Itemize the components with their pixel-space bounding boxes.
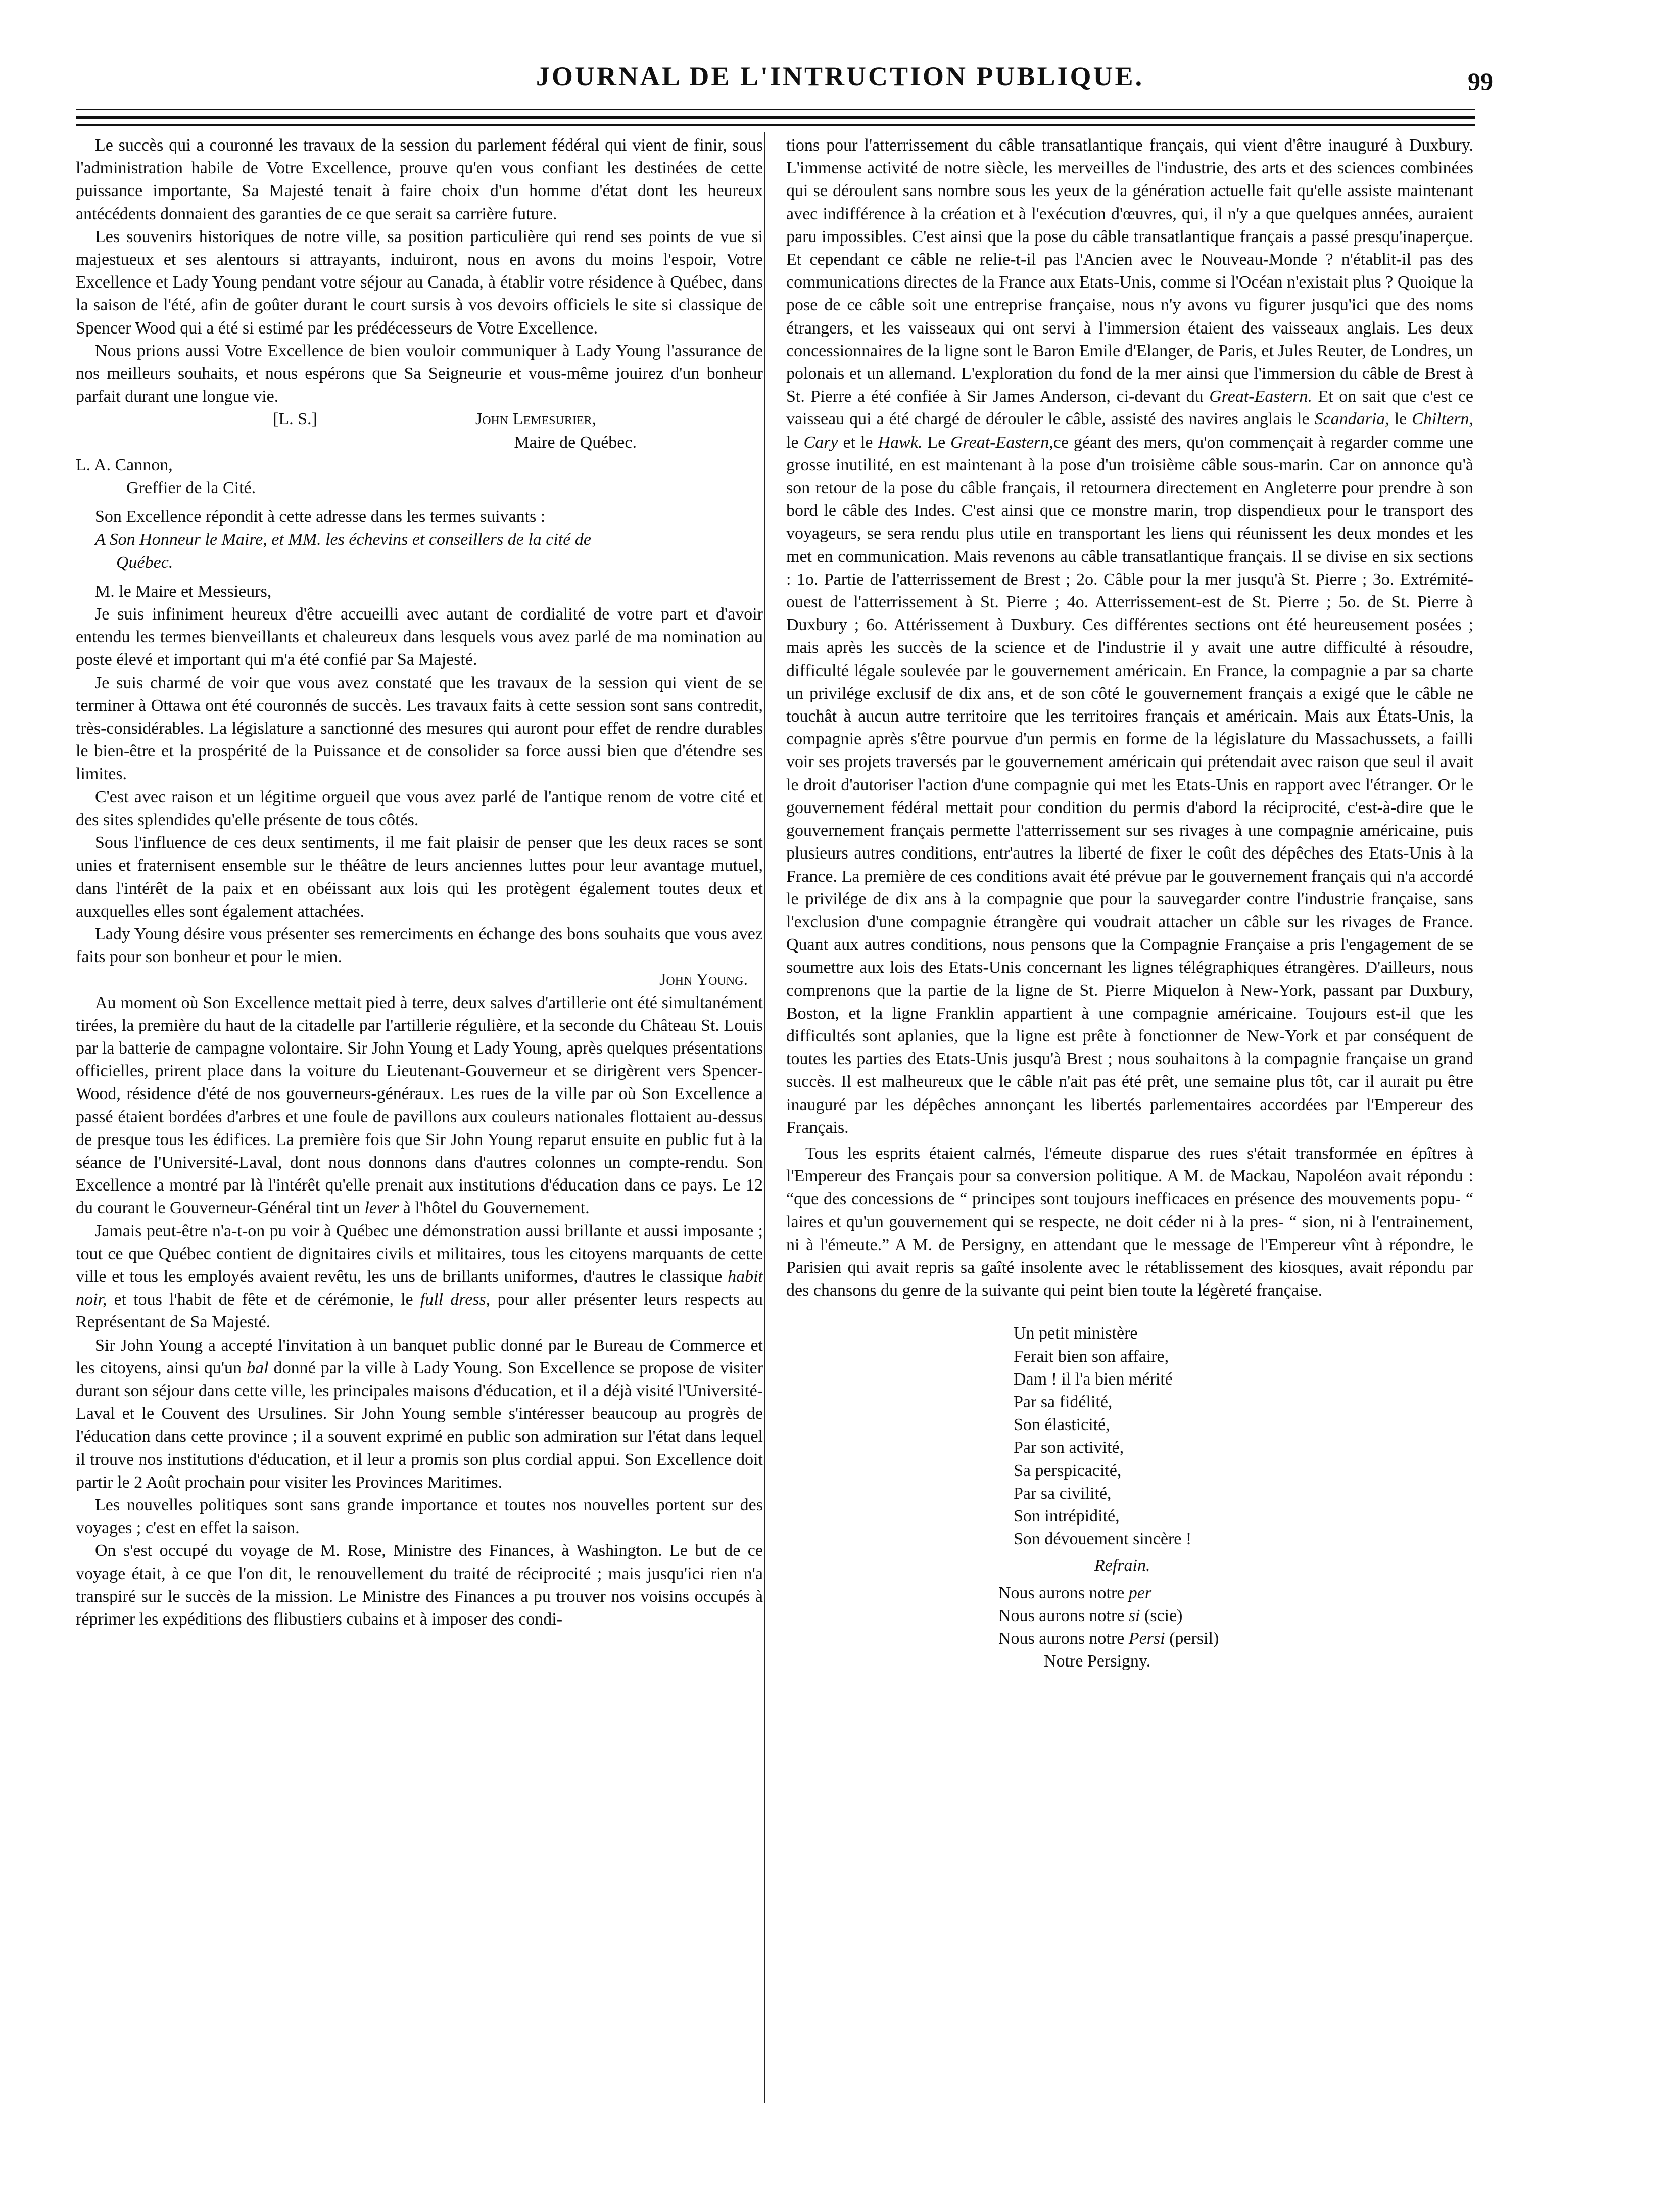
ship-name: Great-Eastern. bbox=[1209, 387, 1312, 406]
page-number: 99 bbox=[1468, 67, 1493, 96]
text-run: Jamais peut-être n'a-t-on pu voir à Québec une démonstration aussi brillante et aussi imposante ; tout ce que Québec contient de dignitaires civils et militaires, tous les citoyens marquants de cette ville et tous les employés avaient revêtu, les uns de brillants uniformes, d'autres le classique bbox=[76, 1221, 763, 1286]
text-run: ce géant des mers, qu'on commençait à regarder comme une grosse inutilité, en est maintenant à la pose d'un troisième câble sous-marin. Car on annonce qu'à son retour de la pose du câble français, il retournera directement en Angleterre pour prendre à son bord le câble des Indes. C'est ainsi que ce monstre marin, trop dispendieux pour le transport des voyageurs, se sera rendu plus utile en transportant les liens qui réunissent les deux mondes et les met en communication. Mais revenons au câble transatlantique français. Il se divise en six sections : 1o. Partie de l'atterrissement de Brest ; 2o. Câble pour la mer jusqu'à St. Pierre ; 3o. Extrémité-ouest de l'atterrissement à St. Pierre ; 4o. Atterrissement-est de St. Pierre ; 5o. de St. Pierre à Duxbury ; 6o. Attérissement à Duxbury. Ces différentes sections ont été heureusement posées ; mais après les succès de la science et de l'industrie il y avait une autre difficulté à résoudre, difficulté légale soulevée par le gouvernement américain. En France, la compagnie a par sa charte un privilége exclusif de dix ans, et de son côté le gouvernement français a exigé que le câble ne touchât à aucun autre territoire que les territoires français et américain. Mais aux États-Unis, la compagnie après s'être pourvue d'un permis en forme de la législature du Massachussets, a failli voir ses projets traversés par le gouvernement américain qui prétendait avec raison que seul il avait le droit d'autoriser l'action d'une compagnie qui met les Etats-Unis en rapport avec l'étranger. Or le gouvernement fédéral mettait pour condition du permis d'abord la réciprocité, c'est-à-dire que le gouvernement français permette l'atterrissement sur ses rivages à une compagnie américaine, puis plusieurs autres conditions, entr'autres la liberté de fixer le coût des dépêches des Etats-Unis à la France. La première de ces conditions avait été prévue par le gouvernement français qui n'a accordé le privilége de dix ans à la compagnie que pour la sauvegarder contre l'industrie française, sans l'exclusion d'une compagnie étrangère qui voudrait attacher un câble sur les rivages de France. Quant aux autres conditions, nous pensons que la Compagnie Française a pris l'engagement de se soumettre aux lois des Etats-Unis concernant les lignes télégraphiques étrangères. D'ailleurs, nous comprenons que la partie de la ligne de St. Pierre Miquelon à New-York, passant par Duxbury, Boston, et la ligne Franklin appartient à une compagnie américaine. Toujours est-il que les difficultés sont aplanies, que la ligne est prête à fonctionner de New-York et par conséquent de toutes les parties des Etats-Unis jusqu'à Brest ; nous souhaitons à la compagnie française un grand succès. Il est malheureux que le câble n'ait pas été prêt, une semaine plus tôt, car il aurait pu être inauguré par les dépêches annonçant les libertés parlementaires accordées par l'Empereur des Français. bbox=[786, 433, 1473, 1137]
paragraph: C'est avec raison et un légitime orgueil que vous avez parlé de l'antique renom de votre cité et des sites splendides qu'elle présente de tous côtés. bbox=[76, 787, 763, 829]
text-run: Sir John Young a accepté l'invitation à un banquet public donné par le Bureau de Commerce et les citoyens, ainsi qu'un bbox=[76, 1336, 763, 1377]
italic-term: Persi bbox=[1128, 1629, 1165, 1648]
text-run: le bbox=[1394, 410, 1407, 429]
refrain-heading: Refrain. bbox=[1094, 1556, 1150, 1576]
column-divider bbox=[764, 132, 765, 2103]
paragraph: Les nouvelles politiques sont sans grande importance et toutes nos nouvelles portent sur des voyages ; c'est en effet la saison. bbox=[76, 1495, 763, 1538]
italic-term: per bbox=[1128, 1583, 1152, 1602]
text-run: le bbox=[786, 433, 799, 452]
ship-name: Cary bbox=[803, 433, 838, 452]
verse-line: Son dévouement sincère ! bbox=[1014, 1530, 1192, 1549]
refrain-line: Notre Persigny. bbox=[1044, 1652, 1151, 1671]
italic-term: si bbox=[1128, 1606, 1140, 1625]
verse-line: Dam ! il l'a bien mérité bbox=[1014, 1369, 1173, 1389]
paragraph bbox=[786, 134, 1473, 1139]
paragraph: Tous les esprits étaient calmés, l'émeute disparue des rues s'était transformée en épîtres à l'Empereur des Français pour sa conversion politique. A M. de Mackau, Napoléon avait répondu : “que des concessions de “ principes sont toujours inefficaces en présence des mouvements popu- “ laires et qu'un gouvernement qui se respecte, ne doit céder ni à la pres- “ sion, ni à l'entrainement, ni à l'émeute.” A M. de Persigny, en attendant que le message de l'Empereur vînt à répondre, le Parisien qui avait repris sa gaîté insolente avec le rétablissement des kiosques, avait répondu par des chansons du genre de la suivante qui peint bien toute la légèreté française. bbox=[786, 1144, 1473, 1300]
text-run: donné par la ville à Lady Young. Son Excellence se propose de visiter durant son séjour dans cette ville, les principales maisons d'éducation, et il a déjà visité l'Université-Laval et le Couvent des Ursulines. Sir John Young semble s'intéresser beaucoup au progrès de l'éducation dans cette province ; il a souvent exprimé en public son admiration sur l'état dans lequel il trouve nos institutions d'éducation, et il leur a promis son plus cordial appui. Son Excellence doit partir le 2 Août prochain pour visiter les Provinces Maritimes. bbox=[76, 1358, 763, 1492]
paragraph bbox=[76, 1220, 763, 1334]
header-rule-bottom bbox=[76, 124, 1475, 126]
header-rule-top bbox=[76, 109, 1475, 110]
paragraph: Lady Young désire vous présenter ses remerciments en échange des bons souhaits que vous avez faits pour son bonheur et pour le mien. bbox=[76, 924, 763, 967]
verse-line: Son intrépidité, bbox=[1014, 1506, 1120, 1526]
refrain-line bbox=[998, 1582, 1473, 1604]
address-heading: A Son Honneur le Maire, et MM. les échevins et conseillers de la cité de bbox=[95, 530, 591, 549]
paragraph: Les souvenirs historiques de notre ville, sa position particulière qui rend ses points de vue si majestueux et ses alentours si attrayants, induiront, nous en avons du moins l'espoir, Votre Excellence et Lady Young pendant votre séjour au Canada, à établir votre résidence à Québec, dans la saison de l'été, afin de goûter durant le court sursis à vos devoirs officiels le site si classique de Spencer Wood qui a été si estimé par les prédécesseurs de Votre Excellence. bbox=[76, 227, 763, 338]
address-heading-cont: Québec. bbox=[116, 553, 173, 572]
refrain-line bbox=[998, 1604, 1473, 1627]
mayor-name: John Lemesurier, bbox=[475, 410, 596, 429]
italic-term: bal bbox=[247, 1358, 269, 1377]
paragraph: On s'est occupé du voyage de M. Rose, Ministre des Finances, à Washington. Le but de ce voyage était, à ce que l'on dit, le renouvellement du traité de réciprocité ; mais jusqu'ici rien n'a transpiré sur le succès de la mission. Le Ministre des Finances a pu trouver nos voisins occupés à réprimer les expéditions des flibustiers cubains et à imposer des condi- bbox=[76, 1541, 763, 1629]
clerk-name: L. A. Cannon, bbox=[76, 455, 173, 474]
ship-name: Hawk. bbox=[878, 433, 923, 452]
text-run: et tous l'habit de fête et de cérémonie, le bbox=[114, 1290, 413, 1309]
text-run: Nous aurons notre bbox=[998, 1629, 1125, 1648]
ship-name: Great-Eastern, bbox=[950, 433, 1053, 452]
header-rule-thick bbox=[76, 116, 1475, 119]
refrain-line bbox=[998, 1627, 1473, 1650]
paragraph bbox=[76, 1334, 763, 1494]
text-run: Nous aurons notre bbox=[998, 1606, 1125, 1625]
salutation: M. le Maire et Messieurs, bbox=[95, 582, 272, 601]
verse-line: Par son activité, bbox=[1014, 1438, 1124, 1457]
text-run: Au moment où Son Excellence mettait pied à terre, deux salves d'artillerie ont été simultanément tirées, la première du haut de la citadelle par l'artillerie régulière, et la seconde du Château St. Louis par la batterie de campagne volontaire. Sir John Young et Lady Young, après quelques présentations officielles, prirent place dans la voiture du Lieutenant-Gouverneur et se dirigèrent vers Spencer-Wood, résidence d'été de nos gouverneurs-généraux. Les rues de la ville par où Son Excellence a passé étaient bordées d'arbres et une foule de pavillons aux couleurs nationales flottaient au-dessus de presque tous les édifices. La première fois que Sir John Young reparut ensuite en public fut à la séance de l'Université-Laval, dont nous donnons dans d'autres colonnes un compte-rendu. Son Excellence a montré par là l'intérêt qu'elle prenait aux institutions d'éducation dans ce pays. Le 12 du courant le Gouverneur-Général tint un bbox=[76, 993, 763, 1218]
song-verse bbox=[786, 1322, 1473, 1577]
italic-term: lever bbox=[364, 1199, 399, 1218]
verse-line: Ferait bien son affaire, bbox=[1014, 1347, 1169, 1366]
paragraph: Nous prions aussi Votre Excellence de bien vouloir communiquer à Lady Young l'assurance de nos meilleurs souhaits, et nous espérons que Sa Seigneurie et vous-même jouirez d'un bonheur parfait durant une longue vie. bbox=[76, 341, 763, 406]
right-column bbox=[786, 134, 1473, 1673]
text-run: pour aller présenter leurs respects au Représentant de Sa Majesté. bbox=[76, 1290, 763, 1332]
text-run: (persil) bbox=[1169, 1629, 1219, 1648]
journal-title: JOURNAL DE L'INTRUCTION PUBLIQUE. bbox=[536, 61, 1144, 91]
seal-mark: [L. S.] bbox=[273, 410, 317, 429]
text-run: à l'hôtel du Gouvernement. bbox=[403, 1199, 590, 1218]
text-run: Nous aurons notre bbox=[998, 1583, 1125, 1602]
text-run: et le bbox=[843, 433, 873, 452]
verse-line: Son élasticité, bbox=[1014, 1415, 1110, 1435]
paragraph: Son Excellence répondit à cette adresse dans les termes suivants : bbox=[95, 507, 546, 527]
verse-line: Par sa fidélité, bbox=[1014, 1392, 1113, 1411]
signature-block bbox=[76, 408, 763, 499]
text-run: Le bbox=[927, 433, 946, 452]
paragraph: Je suis infiniment heureux d'être accueilli avec autant de cordialité de votre part et d'avoir entendu les termes bienveillants et chaleureux dans lesquels vous avez parlé de ma nomination au poste élevé et important qui m'a été confié par Sa Majesté. bbox=[76, 605, 763, 670]
text-run: tions pour l'atterrissement du câble transatlantique français, qui vient d'être inauguré à Duxbury. L'immense activité de notre siècle, les merveilles de l'industrie, des arts et des sciences combinées qui se déroulent sans nombre sous les yeux de la génération actuelle fait qu'elle assiste maintenant avec indifférence à la création et à l'exécution d'œuvres, qui, il n'y a que quelques années, auraient paru impossibles. C'est ainsi que la pose du câble transatlantique français a passé presqu'inaperçue. Et cependant ce câble ne relie-t-il pas l'Ancien avec le Nouveau-Monde ? n'établit-il pas des communications directes de la France aux Etats-Unis, comme si l'Océan n'existait plus ? Quoique la pose de ce câble soit une entreprise française, nous n'y avons vu figurer jusqu'ici que des noms étrangers, et les vaisseaux qui ont servi à l'immersion étaient des vaisseaux anglais. Les deux concessionnaires de la ligne sont le Baron Emile d'Elanger, de Paris, et Jules Reuter, de Londres, un polonais et un allemand. L'exploration du fond de la mer ainsi que l'immersion du câble de Brest à St. Pierre a été confiée à Sir James Anderson, ci-devant du bbox=[786, 136, 1473, 406]
italic-term: habit noir, bbox=[76, 1267, 763, 1309]
refrain-lines bbox=[786, 1582, 1473, 1673]
ship-name: Scandaria, bbox=[1314, 410, 1389, 429]
running-head bbox=[0, 61, 1680, 111]
paragraph: Le succès qui a couronné les travaux de la session du parlement fédéral qui vient de finir, sous l'administration habile de Votre Excellence, prouve qu'en vous confiant les destinées de cette puissance importante, Sa Majesté tenait à faire choix d'un homme d'état dont les heureux antécédents donnaient des garanties de ce que serait sa carrière future. bbox=[76, 136, 763, 223]
clerk-title: Greffier de la Cité. bbox=[126, 479, 256, 498]
verse-line: Par sa civilité, bbox=[1014, 1484, 1112, 1503]
left-column bbox=[76, 134, 763, 1631]
signature-john-young: John Young. bbox=[659, 970, 748, 989]
paragraph bbox=[76, 991, 763, 1220]
paragraph: Sous l'influence de ces deux sentiments, il me fait plaisir de penser que les deux races se sont unies et fraternisent ensemble sur le théâtre de leurs anciennes luttes pour leur avantage mutuel, dans l'intérêt de la paix et en obéissant aux lois qui les protègent également toutes deux et auxquelles elles sont également attachées. bbox=[76, 833, 763, 921]
verse-line: Un petit ministère bbox=[1014, 1324, 1138, 1343]
mayor-title: Maire de Québec. bbox=[514, 433, 637, 452]
italic-term: full dress, bbox=[420, 1290, 491, 1309]
ship-name: Chiltern, bbox=[1412, 410, 1474, 429]
verse-line: Sa perspicacité, bbox=[1014, 1461, 1122, 1480]
text-run: Et on sait que c'est ce vaisseau qui a été chargé de dérouler le câble, assisté des navires anglais le bbox=[786, 387, 1474, 429]
paragraph: Je suis charmé de voir que vous avez constaté que les travaux de la session qui vient de se terminer à Ottawa ont été couronnés de succès. Les travaux faits à cette session sont sans contredit, très-considérables. La législature a sanctionné des mesures qui auront pour effet de rendre durables le bien-être et la prospérité de la Puissance et de consolider sa force aussi bien que d'étendre ses limites. bbox=[76, 673, 763, 784]
text-run: (scie) bbox=[1144, 1606, 1183, 1625]
